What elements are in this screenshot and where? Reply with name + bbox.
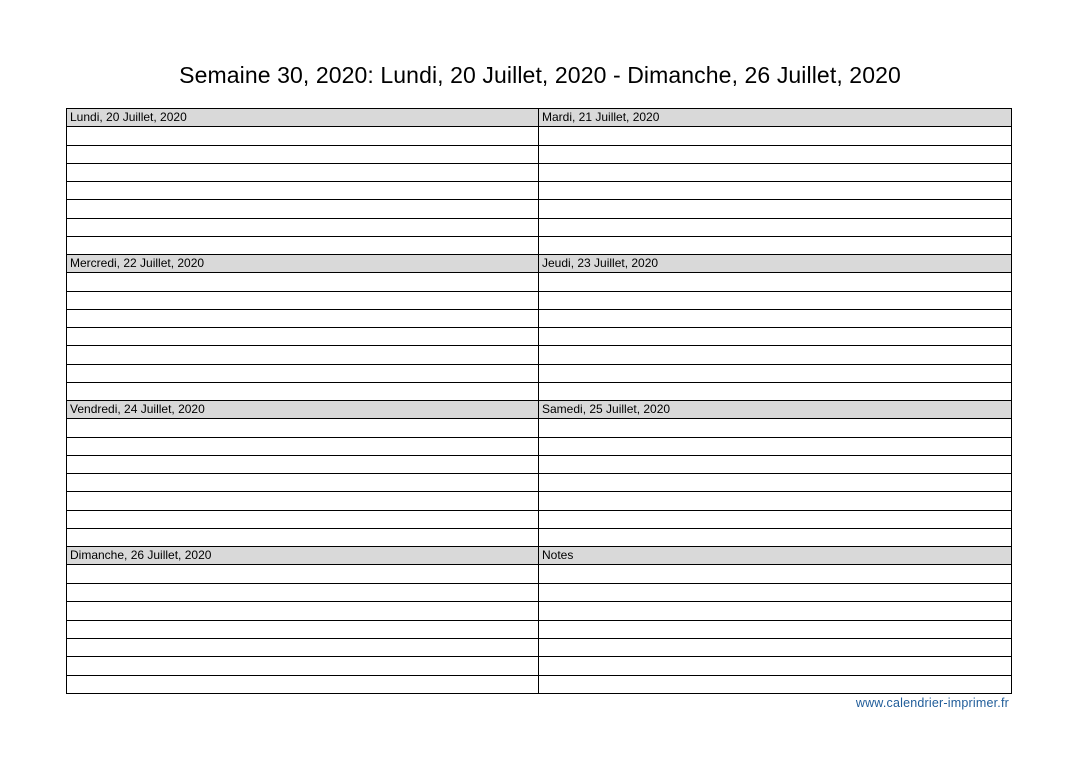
writing-line [539,146,1011,164]
writing-line [67,310,538,328]
writing-line [539,127,1011,145]
writing-line [539,565,1011,583]
source-url: www.calendrier-imprimer.fr [855,696,1009,710]
writing-line [539,292,1011,310]
writing-line [539,346,1011,364]
writing-line [67,639,538,657]
day-header: Samedi, 25 Juillet, 2020 [539,401,1011,419]
writing-line [67,456,538,474]
day-header: Dimanche, 26 Juillet, 2020 [67,547,538,565]
day-cell-sunday [67,547,539,693]
writing-line [67,237,538,254]
day-cell-wednesday [67,255,539,401]
writing-line [67,219,538,237]
day-header: Lundi, 20 Juillet, 2020 [67,109,538,127]
writing-line [67,492,538,510]
writing-line [67,346,538,364]
writing-line [539,200,1011,218]
writing-line [67,511,538,529]
day-cell-thursday [539,255,1011,401]
writing-line [539,383,1011,400]
writing-line [67,474,538,492]
writing-line [67,419,538,437]
writing-line [67,273,538,291]
day-cell-tuesday [539,109,1011,255]
writing-line [539,621,1011,639]
writing-line [539,237,1011,254]
writing-line [539,456,1011,474]
writing-line [67,127,538,145]
writing-line [539,310,1011,328]
day-cell-monday [67,109,539,255]
week-planner-grid [66,108,1012,694]
writing-line [539,328,1011,346]
writing-line [67,164,538,182]
day-header: Mardi, 21 Juillet, 2020 [539,109,1011,127]
writing-line [67,565,538,583]
notes-cell [539,547,1011,693]
writing-line [67,438,538,456]
writing-line [539,273,1011,291]
writing-line [67,676,538,693]
writing-line [539,511,1011,529]
writing-line [67,529,538,546]
writing-line [539,657,1011,675]
writing-line [67,292,538,310]
writing-line [539,438,1011,456]
writing-line [67,621,538,639]
writing-line [67,200,538,218]
writing-line [67,146,538,164]
writing-line [539,492,1011,510]
day-header: Jeudi, 23 Juillet, 2020 [539,255,1011,273]
writing-line [539,182,1011,200]
notes-header: Notes [539,547,1011,565]
writing-line [539,584,1011,602]
writing-line [539,419,1011,437]
writing-line [67,328,538,346]
day-cell-friday [67,401,539,547]
writing-line [539,529,1011,546]
writing-line [67,383,538,400]
writing-line [539,219,1011,237]
writing-line [539,164,1011,182]
writing-line [539,639,1011,657]
writing-line [539,602,1011,620]
writing-line [67,602,538,620]
day-header: Vendredi, 24 Juillet, 2020 [67,401,538,419]
writing-line [539,676,1011,693]
writing-line [67,657,538,675]
page-title: Semaine 30, 2020: Lundi, 20 Juillet, 2020 - Dimanche, 26 Juillet, 2020 [179,62,901,88]
writing-line [67,365,538,383]
day-header: Mercredi, 22 Juillet, 2020 [67,255,538,273]
day-cell-saturday [539,401,1011,547]
writing-line [67,182,538,200]
writing-line [539,474,1011,492]
writing-line [539,365,1011,383]
writing-line [67,584,538,602]
